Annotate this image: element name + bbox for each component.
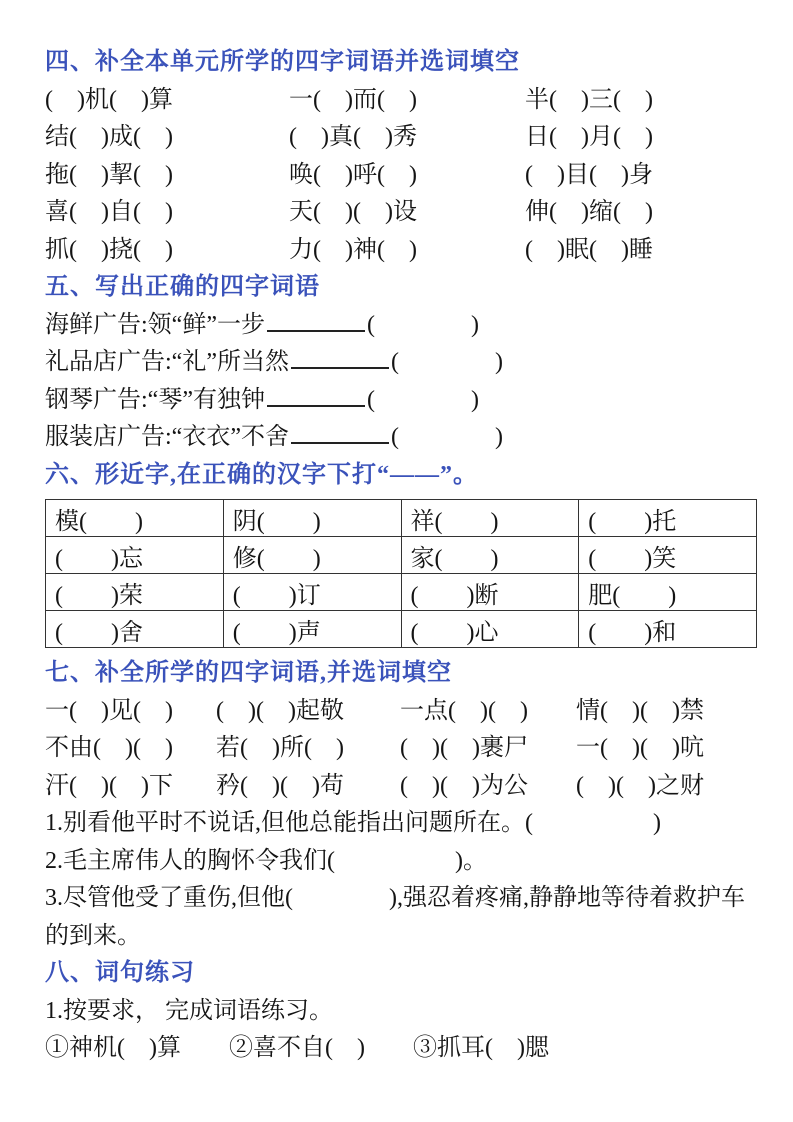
fill-blank-item: 一( )( )吭 xyxy=(576,735,704,761)
ad-slogan-line xyxy=(45,419,757,457)
table-cell: ( )笑 xyxy=(579,537,757,574)
ad-slogan-text: 钢琴广告:“琴”有独钟 xyxy=(45,386,265,413)
fill-blank-item: 不由( )( ) xyxy=(45,735,173,761)
word-exercise-item: ①神机( )算 xyxy=(45,1035,181,1061)
fill-blank-row xyxy=(45,693,757,731)
ad-slogan-line xyxy=(45,382,757,420)
ad-slogan-line xyxy=(45,344,757,382)
ad-slogan-text: 礼品店广告:“礼”所当然 xyxy=(45,349,289,375)
answer-blank: ( ) xyxy=(366,311,479,338)
section-7-grid xyxy=(45,693,757,806)
fill-blank-item: ( )( )裹尸 xyxy=(400,735,528,761)
similar-characters-table xyxy=(45,499,757,648)
table-cell: ( )忘 xyxy=(46,537,224,574)
table-cell: ( )断 xyxy=(401,574,579,611)
dash-line xyxy=(291,442,389,444)
fill-blank-item: ( )( )之财 xyxy=(576,772,704,799)
fill-blank-item: 结( )成( ) xyxy=(45,124,173,150)
table-cell: ( )心 xyxy=(401,611,579,648)
table-row xyxy=(46,574,757,611)
fill-blank-row xyxy=(45,82,757,120)
fill-blank-item: 一( )见( ) xyxy=(45,697,173,724)
section-5-heading: 五、写出正确的四字词语 xyxy=(45,274,320,300)
sentence-line: 1.别看他平时不说话,但他总能指出问题所在。( ) xyxy=(45,810,661,836)
section-8-heading: 八、词句练习 xyxy=(45,960,195,986)
table-cell: ( )和 xyxy=(579,611,757,648)
word-exercise-items xyxy=(45,1030,757,1068)
fill-blank-item: 唤( )呼( ) xyxy=(289,161,417,188)
fill-blank-item: 情( )( )禁 xyxy=(576,697,704,724)
fill-blank-item: 喜( )自( ) xyxy=(45,199,173,225)
dash-line xyxy=(267,330,365,332)
fill-blank-row xyxy=(45,119,757,157)
fill-blank-item: ( )眠( )睡 xyxy=(525,236,653,263)
table-cell: 肥( ) xyxy=(579,574,757,611)
ad-slogan-line xyxy=(45,307,757,345)
fill-blank-item: 伸( )缩( ) xyxy=(525,199,653,225)
table-row xyxy=(46,537,757,574)
answer-blank: ( ) xyxy=(366,386,479,413)
ad-slogan-text: 服装店广告:“衣衣”不舍 xyxy=(45,424,289,450)
fill-blank-item: ( )真( )秀 xyxy=(289,124,417,150)
table-cell: ( )订 xyxy=(223,574,401,611)
table-cell: 修( ) xyxy=(223,537,401,574)
fill-blank-item: 汗( )( )下 xyxy=(45,772,173,799)
fill-blank-row xyxy=(45,194,757,232)
fill-blank-item: ( )( )起敬 xyxy=(216,697,344,724)
word-exercise-item: ②喜不自( ) xyxy=(228,1035,365,1061)
answer-blank: ( ) xyxy=(390,424,503,450)
fill-blank-item: 一( )而( ) xyxy=(289,86,417,113)
fill-blank-row xyxy=(45,232,757,270)
ad-slogan-text: 海鲜广告:领“鲜”一步 xyxy=(45,311,265,338)
fill-blank-item: ( )目( )身 xyxy=(525,161,653,188)
exercise-instruction: 1.按要求， 完成词语练习。 xyxy=(45,997,333,1024)
answer-blank: ( ) xyxy=(390,349,503,375)
fill-blank-item: 力( )神( ) xyxy=(289,236,417,263)
fill-blank-row xyxy=(45,157,757,195)
fill-blank-item: 拖( )挈( ) xyxy=(45,161,173,188)
fill-blank-item: 抓( )挠( ) xyxy=(45,236,173,263)
table-cell: 阴( ) xyxy=(223,500,401,537)
table-row xyxy=(46,500,757,537)
table-cell: ( )舍 xyxy=(46,611,224,648)
fill-blank-item: 矜( )( )苟 xyxy=(216,772,344,799)
table-cell: ( )荣 xyxy=(46,574,224,611)
fill-blank-item: 半( )三( ) xyxy=(525,86,653,113)
section-7-heading: 七、补全所学的四字词语,并选词填空 xyxy=(45,660,452,686)
fill-blank-item: ( )机( )算 xyxy=(45,86,173,113)
dash-line xyxy=(291,367,389,369)
sentence-line: 2.毛主席伟人的胸怀令我们( )。 xyxy=(45,847,487,874)
fill-blank-item: 若( )所( ) xyxy=(216,735,344,761)
fill-blank-row xyxy=(45,768,757,806)
table-cell: ( )声 xyxy=(223,611,401,648)
table-cell: ( )托 xyxy=(579,500,757,537)
dash-line xyxy=(267,405,365,407)
fill-blank-row xyxy=(45,730,757,768)
table-cell: 家( ) xyxy=(401,537,579,574)
table-cell: 祥( ) xyxy=(401,500,579,537)
table-row xyxy=(46,611,757,648)
fill-blank-item: 一点( )( ) xyxy=(400,697,528,724)
section-4-grid xyxy=(45,82,757,270)
word-exercise-item: ③抓耳( )腮 xyxy=(412,1035,549,1061)
table-cell: 模( ) xyxy=(46,500,224,537)
section-4-heading: 四、补全本单元所学的四字词语并选词填空 xyxy=(45,49,520,75)
section-5-lines xyxy=(45,307,757,457)
sentence-line: 3.尽管他受了重伤,但他( ),强忍着疼痛,静静地等待着救护车的到来。 xyxy=(45,885,745,949)
fill-blank-item: 日( )月( ) xyxy=(525,124,653,150)
fill-blank-item: ( )( )为公 xyxy=(400,772,528,799)
section-6-heading: 六、形近字,在正确的汉字下打“——”。 xyxy=(45,461,478,488)
fill-blank-item: 天( )( )设 xyxy=(289,199,417,225)
